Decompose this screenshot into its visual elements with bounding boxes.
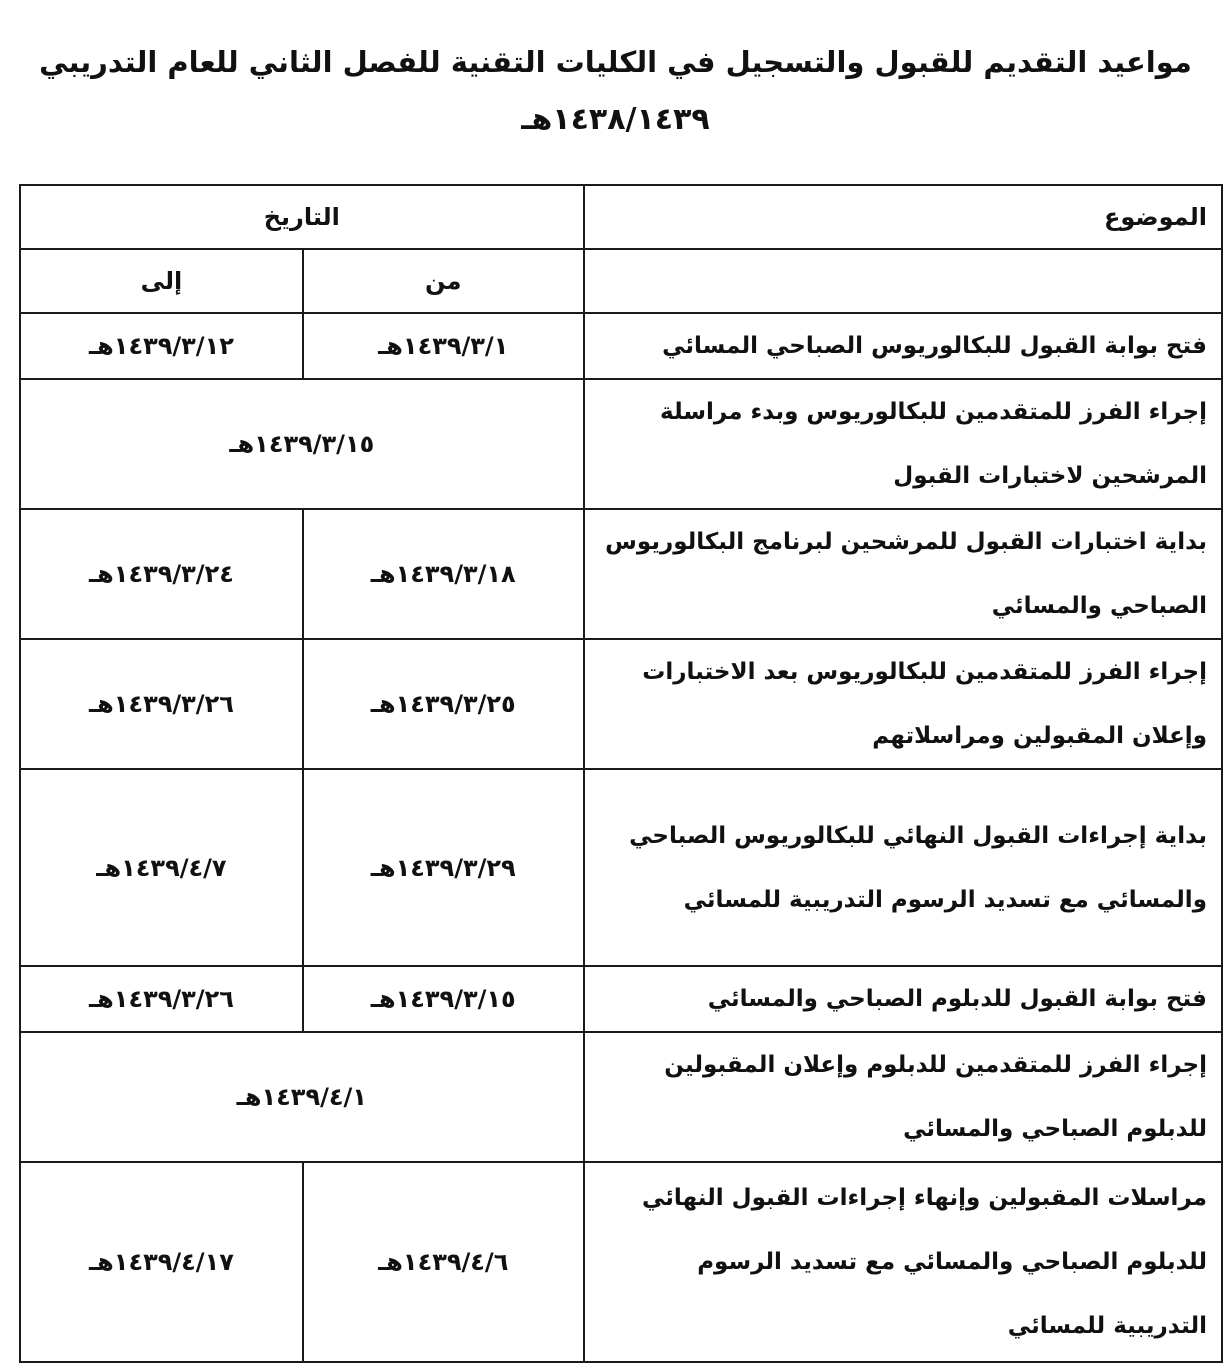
table-row <box>20 1032 1222 1162</box>
header-row <box>20 185 1222 249</box>
row-date-to: ١٤٣٩/٤/٧هـ <box>20 769 303 966</box>
row-subject: إجراء الفرز للمتقدمين للبكالوريوس وبدء مراسلة المرشحين لاختبارات القبول <box>584 379 1222 509</box>
row-subject: إجراء الفرز للمتقدمين للبكالوريوس بعد الاختبارات وإعلان المقبولين ومراسلاتهم <box>584 639 1222 769</box>
row-date-from: ١٤٣٩/٣/١هـ <box>303 313 584 379</box>
row-date-from: ١٤٣٩/٣/١٥هـ <box>303 966 584 1032</box>
row-subject: فتح بوابة القبول للبكالوريوس الصباحي المسائي <box>584 313 1222 379</box>
row-date-single: ١٤٣٩/٣/١٥هـ <box>20 379 584 509</box>
row-subject: بداية اختبارات القبول للمرشحين لبرنامج البكالوريوس الصباحي والمسائي <box>584 509 1222 639</box>
table-row <box>20 379 1222 509</box>
table-row <box>20 313 1222 379</box>
schedule-table <box>19 184 1223 1363</box>
row-date-from: ١٤٣٩/٣/٢٩هـ <box>303 769 584 966</box>
row-subject: فتح بوابة القبول للدبلوم الصباحي والمسائي <box>584 966 1222 1032</box>
row-subject: مراسلات المقبولين وإنهاء إجراءات القبول النهائي للدبلوم الصباحي والمسائي مع تسديد الرسوم التدريبية للمسائي <box>584 1162 1222 1362</box>
header-to: إلى <box>20 249 303 313</box>
row-date-from: ١٤٣٩/٣/١٨هـ <box>303 509 584 639</box>
row-date-to: ١٤٣٩/٣/٢٦هـ <box>20 639 303 769</box>
table-row <box>20 1162 1222 1362</box>
header-subject: الموضوع <box>584 185 1222 249</box>
header-date: التاريخ <box>20 185 584 249</box>
header-from: من <box>303 249 584 313</box>
row-date-to: ١٤٣٩/٣/٢٦هـ <box>20 966 303 1032</box>
table-row <box>20 769 1222 966</box>
table-row <box>20 509 1222 639</box>
row-date-from: ١٤٣٩/٤/٦هـ <box>303 1162 584 1362</box>
document-year: ١٤٣٨/١٤٣٩هـ <box>521 102 710 137</box>
table-row <box>20 639 1222 769</box>
row-date-to: ١٤٣٩/٣/١٢هـ <box>20 313 303 379</box>
row-date-from: ١٤٣٩/٣/٢٥هـ <box>303 639 584 769</box>
subheader-row <box>20 249 1222 313</box>
row-date-single: ١٤٣٩/٤/١هـ <box>20 1032 584 1162</box>
document-title: مواعيد التقديم للقبول والتسجيل في الكليات التقنية للفصل الثاني للعام التدريبي <box>39 45 1192 79</box>
table-row <box>20 966 1222 1032</box>
row-date-to: ١٤٣٩/٤/١٧هـ <box>20 1162 303 1362</box>
header-subject-empty <box>584 249 1222 313</box>
row-subject: إجراء الفرز للمتقدمين للدبلوم وإعلان المقبولين للدبلوم الصباحي والمسائي <box>584 1032 1222 1162</box>
row-subject: بداية إجراءات القبول النهائي للبكالوريوس الصباحي والمسائي مع تسديد الرسوم التدريبية للمسائي <box>584 769 1222 966</box>
row-date-to: ١٤٣٩/٣/٢٤هـ <box>20 509 303 639</box>
